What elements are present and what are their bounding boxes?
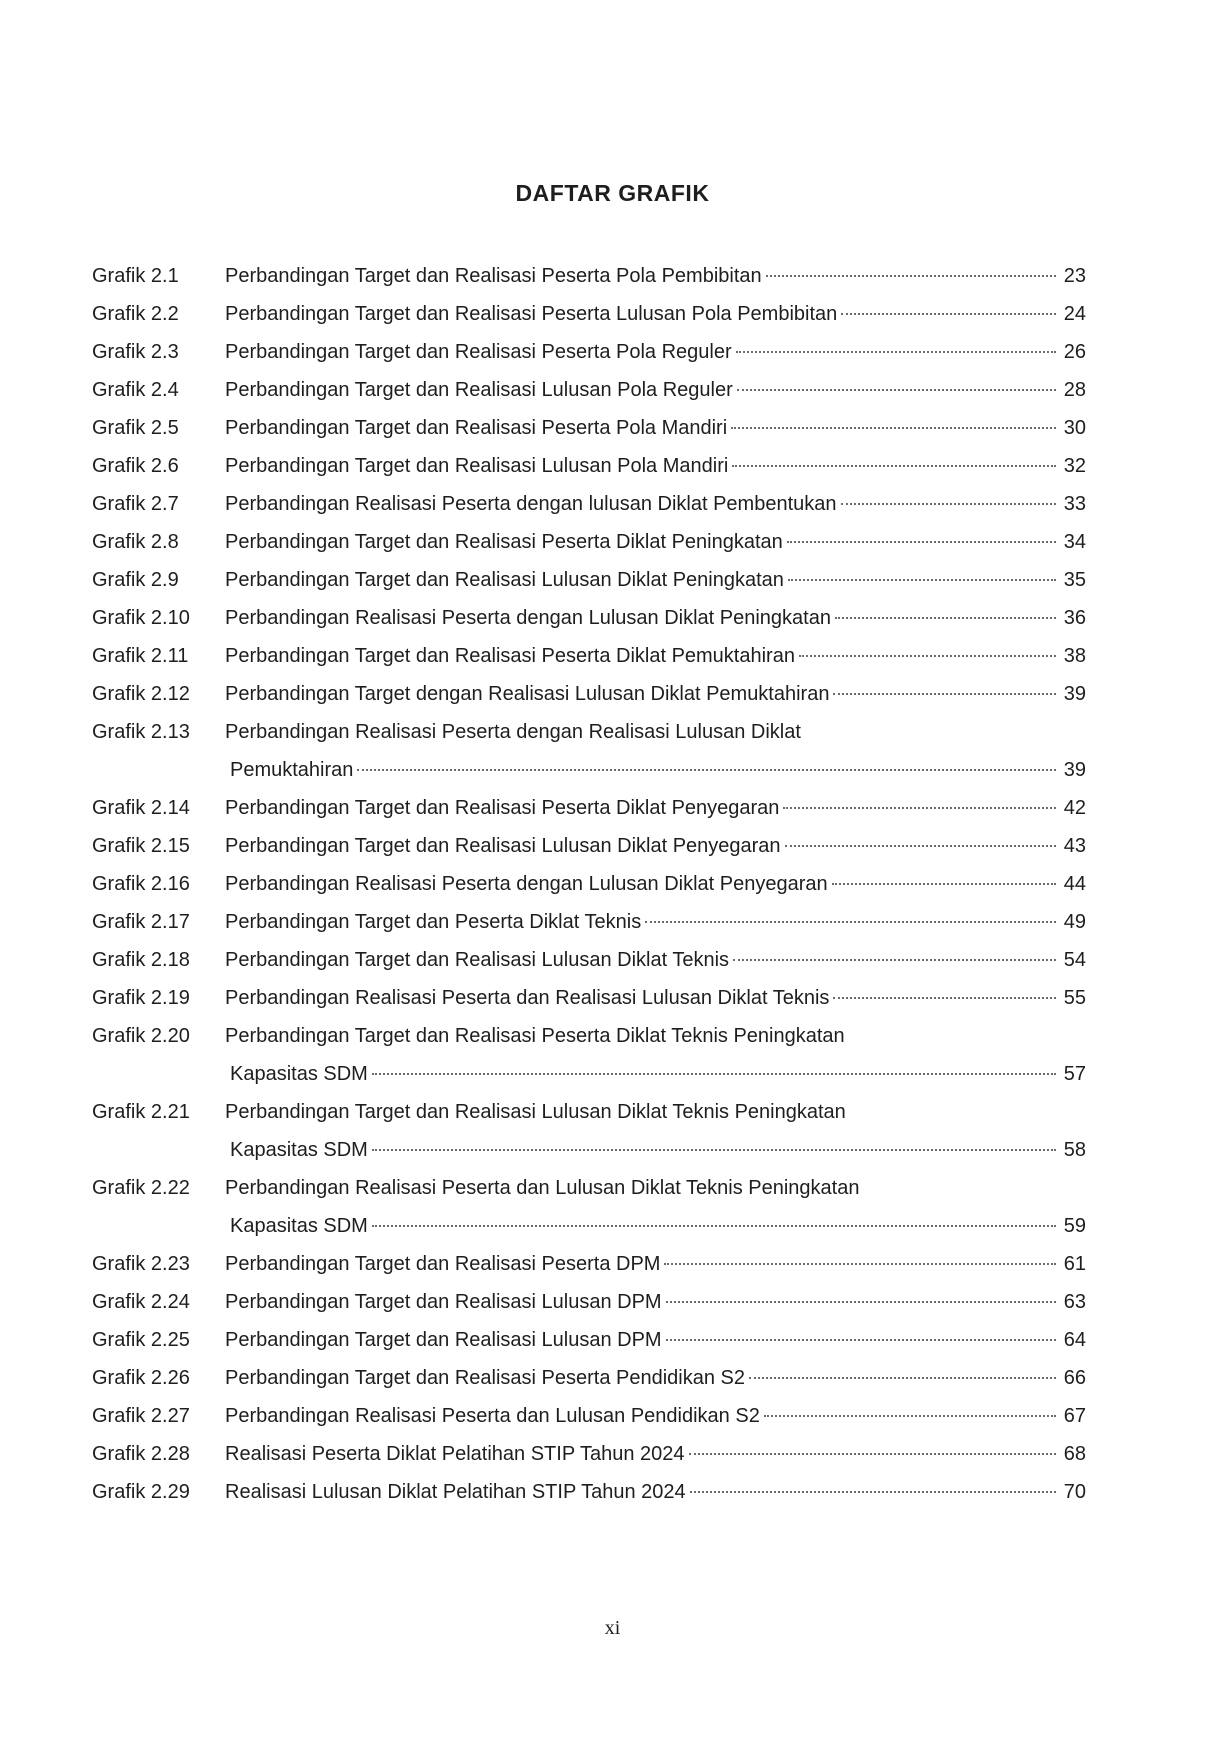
entry-title: Perbandingan Target dan Realisasi Lulusan DPM [225, 1291, 662, 1313]
entry-page-number: 30 [1063, 417, 1086, 439]
dot-leader [833, 997, 1056, 999]
entry-title: Perbandingan Realisasi Peserta dengan Realisasi Lulusan Diklat [225, 721, 801, 743]
entry-body [225, 713, 1086, 789]
dot-leader [764, 1415, 1056, 1417]
entry-label: Grafik 2.10 [92, 607, 190, 629]
entry-page-number: 28 [1063, 379, 1086, 401]
dot-leader [736, 351, 1056, 353]
dot-leader [357, 769, 1056, 771]
toc-entry [92, 941, 1086, 979]
toc-entry [92, 1169, 1086, 1245]
dot-leader [832, 883, 1056, 885]
entry-page-number: 49 [1063, 911, 1086, 933]
entry-title: Perbandingan Realisasi Peserta dengan lulusan Diklat Pembentukan [225, 493, 837, 515]
entry-title: Kapasitas SDM [230, 1215, 368, 1237]
toc-entry [92, 1245, 1086, 1283]
toc-entry [92, 295, 1086, 333]
entry-body [225, 637, 1086, 675]
entry-body [225, 1017, 1086, 1093]
toc-entry [92, 979, 1086, 1017]
toc-entry [92, 789, 1086, 827]
entry-title: Perbandingan Target dan Realisasi Lulusan Diklat Teknis [225, 949, 730, 971]
entry-page-number: 32 [1063, 455, 1086, 477]
entry-body [225, 1397, 1086, 1435]
entry-line [225, 1435, 1086, 1473]
entry-page-number: 38 [1063, 645, 1086, 667]
entry-body [225, 903, 1086, 941]
entry-page-number: 55 [1063, 987, 1086, 1009]
entry-title: Kapasitas SDM [230, 1063, 368, 1085]
dot-leader [749, 1377, 1056, 1379]
entry-page-number: 68 [1063, 1443, 1086, 1465]
entry-line [225, 1359, 1086, 1397]
entry-body [225, 675, 1086, 713]
dot-leader [841, 313, 1056, 315]
toc-entry [92, 523, 1086, 561]
entry-line [225, 903, 1086, 941]
entry-body [225, 1321, 1086, 1359]
entry-line [225, 1321, 1086, 1359]
entry-page-number: 36 [1063, 607, 1086, 629]
entry-page-number: 59 [1063, 1215, 1086, 1237]
entry-line [225, 751, 1086, 789]
entry-body [225, 257, 1086, 295]
dot-leader [788, 579, 1056, 581]
entry-title: Perbandingan Target dan Realisasi Peserta Pendidikan S2 [225, 1367, 745, 1389]
entry-line [225, 523, 1086, 561]
entry-body [225, 409, 1086, 447]
entry-title: Perbandingan Target dan Realisasi Peserta Pola Reguler [225, 341, 732, 363]
entry-page-number: 39 [1063, 759, 1086, 781]
entry-line [225, 827, 1086, 865]
dot-leader [835, 617, 1056, 619]
entry-line [225, 637, 1086, 675]
entry-page-number: 35 [1063, 569, 1086, 591]
entry-body [225, 523, 1086, 561]
entry-title: Perbandingan Target dan Realisasi Peserta Diklat Penyegaran [225, 797, 780, 819]
entry-line [225, 1397, 1086, 1435]
toc-entry [92, 903, 1086, 941]
entry-body [225, 979, 1086, 1017]
entry-title: Perbandingan Realisasi Peserta dengan Lulusan Diklat Penyegaran [225, 873, 828, 895]
toc-entry [92, 485, 1086, 523]
entry-label: Grafik 2.26 [92, 1367, 190, 1389]
entry-title: Realisasi Lulusan Diklat Pelatihan STIP Tahun 2024 [225, 1481, 686, 1503]
list-of-figures [92, 257, 1086, 1511]
dot-leader [664, 1263, 1056, 1265]
entry-body [225, 789, 1086, 827]
entry-label: Grafik 2.23 [92, 1253, 190, 1275]
entry-label: Grafik 2.1 [92, 265, 179, 287]
entry-page-number: 43 [1063, 835, 1086, 857]
toc-entry [92, 409, 1086, 447]
entry-title: Perbandingan Target dengan Realisasi Lulusan Diklat Pemuktahiran [225, 683, 830, 705]
dot-leader [732, 465, 1056, 467]
entry-body [225, 1245, 1086, 1283]
dot-leader [666, 1339, 1056, 1341]
entry-label: Grafik 2.24 [92, 1291, 190, 1313]
dot-leader [372, 1149, 1056, 1151]
dot-leader [372, 1073, 1056, 1075]
entry-body [225, 1093, 1086, 1169]
entry-line [225, 257, 1086, 295]
entry-label: Grafik 2.20 [92, 1025, 190, 1047]
entry-line [225, 1245, 1086, 1283]
dot-leader [833, 693, 1056, 695]
dot-leader [645, 921, 1056, 923]
entry-label: Grafik 2.21 [92, 1101, 190, 1123]
entry-title: Perbandingan Target dan Realisasi Peserta Diklat Teknis Peningkatan [225, 1025, 845, 1047]
entry-label: Grafik 2.2 [92, 303, 179, 325]
toc-entry [92, 371, 1086, 409]
entry-page-number: 64 [1063, 1329, 1086, 1351]
toc-entry [92, 1473, 1086, 1511]
entry-title: Perbandingan Target dan Realisasi Peserta DPM [225, 1253, 661, 1275]
entry-title: Perbandingan Target dan Realisasi Lulusan Diklat Teknis Peningkatan [225, 1101, 846, 1123]
entry-page-number: 42 [1063, 797, 1086, 819]
toc-entry [92, 713, 1086, 789]
dot-leader [737, 389, 1056, 391]
entry-label: Grafik 2.6 [92, 455, 179, 477]
entry-line [225, 599, 1086, 637]
entry-title: Perbandingan Target dan Realisasi Peserta Pola Pembibitan [225, 265, 762, 287]
entry-page-number: 63 [1063, 1291, 1086, 1313]
entry-body [225, 447, 1086, 485]
toc-entry [92, 1283, 1086, 1321]
entry-line [225, 1207, 1086, 1245]
toc-entry [92, 675, 1086, 713]
entry-body [225, 1473, 1086, 1511]
entry-body [225, 941, 1086, 979]
entry-title: Perbandingan Target dan Realisasi Peserta Diklat Peningkatan [225, 531, 783, 553]
entry-line [225, 447, 1086, 485]
entry-line [225, 865, 1086, 903]
entry-label: Grafik 2.11 [92, 645, 189, 667]
entry-title: Perbandingan Realisasi Peserta dan Realisasi Lulusan Diklat Teknis [225, 987, 830, 1009]
entry-page-number: 44 [1063, 873, 1086, 895]
entry-label: Grafik 2.7 [92, 493, 179, 515]
entry-label: Grafik 2.12 [92, 683, 190, 705]
entry-body [225, 295, 1086, 333]
entry-body [225, 865, 1086, 903]
entry-body [225, 485, 1086, 523]
entry-page-number: 34 [1063, 531, 1086, 553]
page-title: DAFTAR GRAFIK [515, 180, 710, 206]
toc-entry [92, 333, 1086, 371]
dot-leader [690, 1491, 1056, 1493]
entry-page-number: 54 [1063, 949, 1086, 971]
toc-entry [92, 827, 1086, 865]
dot-leader [783, 807, 1056, 809]
entry-title: Kapasitas SDM [230, 1139, 368, 1161]
entry-page-number: 39 [1063, 683, 1086, 705]
dot-leader [785, 845, 1056, 847]
entry-title: Perbandingan Target dan Realisasi Peserta Lulusan Pola Pembibitan [225, 303, 838, 325]
entry-line [225, 371, 1086, 409]
entry-page-number: 24 [1063, 303, 1086, 325]
dot-leader [799, 655, 1056, 657]
entry-label: Grafik 2.13 [92, 721, 190, 743]
toc-entry [92, 1435, 1086, 1473]
entry-label: Grafik 2.8 [92, 531, 179, 553]
entry-title: Perbandingan Target dan Realisasi Lulusan Diklat Penyegaran [225, 835, 781, 857]
entry-label: Grafik 2.28 [92, 1443, 190, 1465]
entry-line [225, 979, 1086, 1017]
entry-line [225, 409, 1086, 447]
entry-line [225, 295, 1086, 333]
dot-leader [689, 1453, 1056, 1455]
entry-label: Grafik 2.4 [92, 379, 179, 401]
entry-label: Grafik 2.22 [92, 1177, 190, 1199]
entry-page-number: 70 [1063, 1481, 1086, 1503]
entry-page-number: 58 [1063, 1139, 1086, 1161]
entry-line [225, 941, 1086, 979]
entry-label: Grafik 2.17 [92, 911, 190, 933]
dot-leader [841, 503, 1056, 505]
toc-entry [92, 1017, 1086, 1093]
entry-label: Grafik 2.27 [92, 1405, 190, 1427]
entry-title: Realisasi Peserta Diklat Pelatihan STIP Tahun 2024 [225, 1443, 685, 1465]
toc-entry [92, 1397, 1086, 1435]
entry-title: Perbandingan Target dan Peserta Diklat Teknis [225, 911, 642, 933]
entry-line [225, 789, 1086, 827]
entry-title: Pemuktahiran [230, 759, 354, 781]
entry-line [225, 485, 1086, 523]
toc-entry [92, 561, 1086, 599]
entry-title: Perbandingan Realisasi Peserta dan Lulusan Diklat Teknis Peningkatan [225, 1177, 860, 1199]
toc-entry [92, 1321, 1086, 1359]
entry-page-number: 57 [1063, 1063, 1086, 1085]
entry-label: Grafik 2.18 [92, 949, 190, 971]
entry-body [225, 1169, 1086, 1245]
entry-title: Perbandingan Target dan Realisasi Lulusan Diklat Peningkatan [225, 569, 784, 591]
toc-entry [92, 1093, 1086, 1169]
entry-body [225, 599, 1086, 637]
entry-title: Perbandingan Target dan Realisasi Peserta Diklat Pemuktahiran [225, 645, 795, 667]
entry-title: Perbandingan Realisasi Peserta dan Lulusan Pendidikan S2 [225, 1405, 760, 1427]
toc-entry [92, 865, 1086, 903]
toc-entry [92, 599, 1086, 637]
entry-label: Grafik 2.29 [92, 1481, 190, 1503]
entry-page-number: 23 [1063, 265, 1086, 287]
entry-body [225, 1359, 1086, 1397]
entry-body [225, 371, 1086, 409]
dot-leader [372, 1225, 1056, 1227]
entry-label: Grafik 2.14 [92, 797, 190, 819]
entry-label: Grafik 2.15 [92, 835, 190, 857]
entry-title: Perbandingan Target dan Realisasi Lulusan Pola Mandiri [225, 455, 729, 477]
entry-label: Grafik 2.19 [92, 987, 190, 1009]
entry-title: Perbandingan Target dan Realisasi Lulusan Pola Reguler [225, 379, 733, 401]
dot-leader [733, 959, 1056, 961]
entry-body [225, 333, 1086, 371]
entry-label: Grafik 2.3 [92, 341, 179, 363]
toc-entry [92, 447, 1086, 485]
entry-title: Perbandingan Realisasi Peserta dengan Lulusan Diklat Peningkatan [225, 607, 831, 629]
entry-body [225, 1435, 1086, 1473]
entry-line [225, 675, 1086, 713]
entry-label: Grafik 2.16 [92, 873, 190, 895]
entry-body [225, 827, 1086, 865]
dot-leader [731, 427, 1056, 429]
entry-page-number: 66 [1063, 1367, 1086, 1389]
entry-body [225, 561, 1086, 599]
entry-line [225, 333, 1086, 371]
entry-label: Grafik 2.9 [92, 569, 179, 591]
entry-body [225, 1283, 1086, 1321]
dot-leader [766, 275, 1056, 277]
toc-entry [92, 257, 1086, 295]
entry-title: Perbandingan Target dan Realisasi Peserta Pola Mandiri [225, 417, 728, 439]
entry-page-number: 33 [1063, 493, 1086, 515]
dot-leader [666, 1301, 1056, 1303]
entry-line [225, 1473, 1086, 1511]
page-number: xi [604, 1617, 621, 1639]
entry-line [225, 561, 1086, 599]
entry-page-number: 26 [1063, 341, 1086, 363]
entry-line [225, 1055, 1086, 1093]
entry-page-number: 67 [1063, 1405, 1086, 1427]
entry-page-number: 61 [1063, 1253, 1086, 1275]
toc-entry [92, 1359, 1086, 1397]
entry-label: Grafik 2.5 [92, 417, 179, 439]
entry-line [225, 1283, 1086, 1321]
entry-label: Grafik 2.25 [92, 1329, 190, 1351]
entry-title: Perbandingan Target dan Realisasi Lulusan DPM [225, 1329, 662, 1351]
entry-line [225, 1131, 1086, 1169]
toc-entry [92, 637, 1086, 675]
dot-leader [787, 541, 1056, 543]
